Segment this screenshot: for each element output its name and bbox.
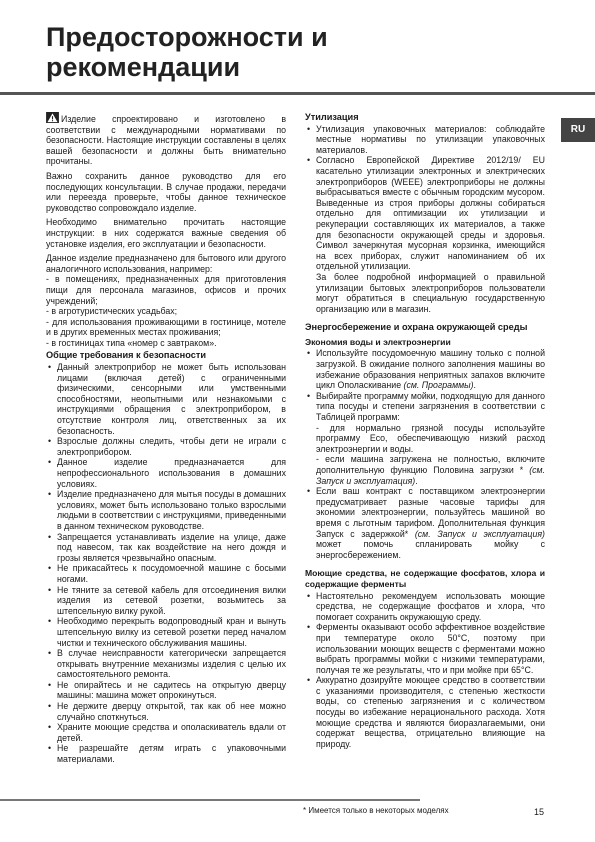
list-item: • Согласно Европейской Директиве 2012/19/ EU касательно утилизации электронных и электрических электроприборов (WEEE) электроприборы не должны выбрасываться вместе с обычным городским мусором. Выведенные из строя приборы должны собираться отдельно для оптимизации их утилизации и рекуперации составляющих их материалов, а также для безопасности окружающей среды и здоровья. Символ зачеркнутая мусорная корзинка, имеющийся на всех приборах, служит напоминанием об их отдельной утилизации.: [305, 155, 545, 272]
intro-paragraph: Изделие спроектировано и изготовлено в соответствии с международными нормативами по безопасности. Настоящие инструкции составлены в целях вашей безопасности и должны быть внимательно прочитаны.: [46, 114, 286, 167]
right-column: [305, 112, 545, 752]
warning-icon: [46, 112, 59, 123]
language-tab: RU: [561, 118, 595, 142]
list-item: • В случае неисправности категорически запрещается открывать внутренние механизмы изделия с целью их самостоятельного ремонта.: [46, 648, 286, 680]
intended-use-paragraph: Данное изделие предназначено для бытового или другого аналогичного использования, например: - в помещениях, предназначенных для приготовления пищи для персонала магазинов, офисов и прочих учреждений; - в агротуристических усадьбах; - для использования проживающими в гостинице, мотеле и в других временных местах проживания; - в гостиницах типа «номер с завтраком».: [46, 253, 286, 348]
disposal-tail: За более подробной информацией о правильной утилизации бытовых электроприборов пользователи могут обратиться в специальную государственную организацию или в магазин.: [316, 271, 545, 314]
list-item: • Если ваш контракт с поставщиком электроэнергии предусматривает разные часовые тарифы для экономии электроэнергии, пользуйтесь машиной во время с льготным тарифом. Дополнительная функция Запуск с задержкой* (см. Запуск и эксплуатация) может помочь спланировать мойку с энергосбережением.: [305, 486, 545, 560]
list-item: • Не держите дверцу открытой, так как об нее можно случайно споткнуться.: [46, 701, 286, 722]
footer-rule: [0, 799, 420, 801]
list-item: • Данный электроприбор не может быть использован лицами (включая детей) с ограниченными физическими, сенсорными или умственными способностями, неопытными или незнакомыми с инструкциями обращения с электроприбором, в отсутствие контроля лиц, ответственных за их безопасность.: [46, 362, 286, 436]
list-item: • Не разрешайте детям играть с упаковочными материалами.: [46, 743, 286, 764]
footnote: * Имеется только в некоторых моделях: [303, 806, 449, 815]
list-item: • Не тяните за сетевой кабель для отсоединения вилки изделия из сетевой розетки, возьмитесь за штепсельную вилку рукой.: [46, 585, 286, 617]
page-number: 15: [534, 807, 545, 817]
detergent-heading: Моющие средства, не содержащие фосфатов, хлора и содержащие ферменты: [305, 568, 545, 589]
detergent-list: [305, 591, 545, 750]
list-item: • Настоятельно рекомендуем использовать моющие средства, не содержащие фосфатов и хлора, что помогает сохранить окружающую среду.: [305, 591, 545, 623]
energy-heading: Энергосбережение и охрана окружающей среды: [305, 322, 528, 333]
safety-list: [46, 362, 286, 765]
list-item: • Ферменты оказывают особо эффективное воздействие при температуре около 50°С, поэтому при использовании моющих веществ с ферментами можно выбрать программы мойки с низкими температурами, получая те же результаты, что и при мойке при 65°С.: [305, 622, 545, 675]
water-list: [305, 348, 545, 560]
list-item: • Выбирайте программу мойки, подходящую для данного типа посуды и степени загрязнения в соответствии с Таблицей программ: - для нормально грязной посуды используйте программу Eco, обеспечивающую низкий расход электроэнергии и воды. - если машина загружена не полностью, включите дополнительную функцию Половина загрузки * (см. Запуск и эксплуатация).: [305, 391, 545, 486]
list-item: • Не прикасайтесь к посудомоечной машине с босыми ногами.: [46, 563, 286, 584]
read-instructions-paragraph: Необходимо внимательно прочитать настоящие инструкции: в них содержатся важные сведения об установке изделия, его эксплуатации и безопасности.: [46, 217, 286, 249]
list-item: • Изделие предназначено для мытья посуды в домашних условиях, может быть использовано только взрослыми людьми в соответствии с инструкциями, приведенными в данном техническом руководстве.: [46, 489, 286, 531]
list-item: • Утилизация упаковочных материалов: соблюдайте местные нормативы по утилизации упаковочных материалов.: [305, 124, 545, 156]
list-item: • Не опирайтесь и не садитесь на открытую дверцу машины: машина может опрокинуться.: [46, 680, 286, 701]
list-item: • Необходимо перекрыть водопроводный кран и вынуть штепсельную вилку из сетевой розетки перед началом чистки и технического обслуживания машины.: [46, 616, 286, 648]
list-item: • Аккуратно дозируйте моющее средство в соответствии с указаниями производителя, с степенью жесткости воды, со степенью загрязнения и с количеством посуды во избежание нерационального расхода. Хотя моющие средства и являются биоразлагаемыми, они содержат вещества, отрицательно влияющие на природу.: [305, 675, 545, 749]
header-rule: [0, 92, 595, 95]
list-item: • Взрослые должны следить, чтобы дети не играли с электроприбором.: [46, 436, 286, 457]
list-item: • Данное изделие предназначается для непрофессионального использования в домашних условиях.: [46, 457, 286, 489]
safety-heading: Общие требования к безопасности: [46, 350, 206, 361]
disposal-list: [305, 124, 545, 272]
left-column: [46, 112, 286, 768]
page-title: Предосторожности и рекомендации: [46, 22, 328, 82]
keep-manual-paragraph: Важно сохранить данное руководство для его последующих консультации. В случае продажи, передачи или переезда проверьте, чтобы данное техническое руководство сопровождало изделие.: [46, 170, 286, 213]
list-item: • Храните моющие средства и ополаскиватель вдали от детей.: [46, 722, 286, 743]
water-heading: Экономия воды и электроэнергии: [305, 336, 451, 347]
disposal-heading: Утилизация: [305, 112, 359, 122]
list-item: • Используйте посудомоечную машину только с полной загрузкой. В ожидание полного заполнения машины во избежание образования неприятных запахов включите цикл Ополаскивание (см. Программы).: [305, 348, 545, 390]
list-item: • Запрещается устанавливать изделие на улице, даже под навесом, так как воздействие на него дождя и грозы является чрезвычайно опасным.: [46, 532, 286, 564]
